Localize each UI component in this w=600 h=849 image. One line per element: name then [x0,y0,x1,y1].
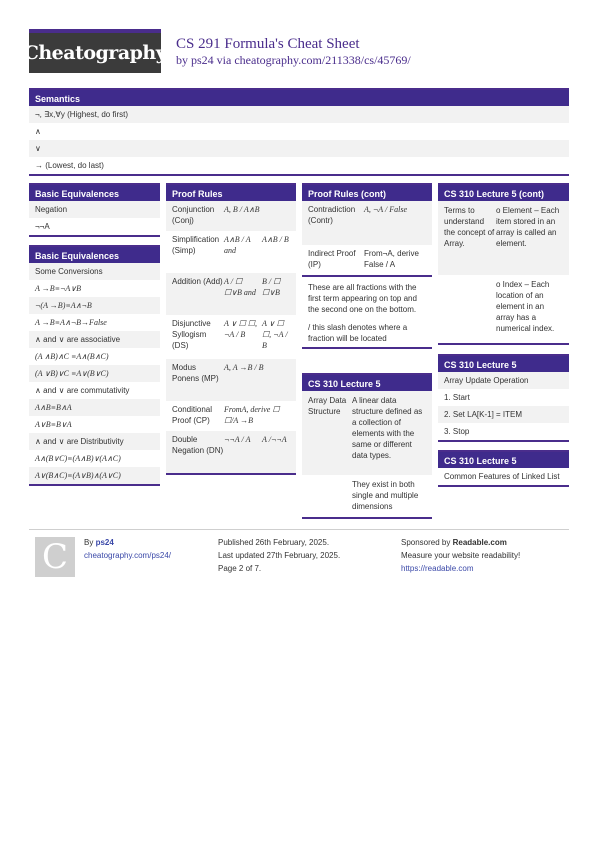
list-item: (A ∨B)∨C ≡A∨(B∨C) [29,365,160,382]
list-item: ¬¬A [29,218,160,237]
cs310-lecture5-linked-list-section [438,450,569,487]
semantics-row: ∧ [35,127,41,136]
note-text: / this slash denotes where a fraction will be located [302,317,432,349]
basic-equivalences-2 [29,245,160,486]
sponsor-tagline: Measure your website readability! [401,551,521,560]
cs310-lecture5-array-section [302,373,432,519]
semantics-row: ∨ [29,140,569,157]
list-item: 3. Stop [438,423,569,442]
page-title: CS 291 Formula's Cheat Sheet [176,36,360,52]
rule-form: A / ☐ ☐∨B and [224,277,256,297]
list-item: 2. Set LA[K-1] = ITEM [438,406,569,423]
table-row [302,391,432,475]
lecture-header: CS 310 Lecture 5 [438,354,569,372]
table-row [438,201,569,275]
rule-name: Contradiction (Contr) [308,205,356,225]
term-name: Terms to understand the concept of Array. [444,206,495,248]
table-row [438,275,569,345]
cs310-lecture5-update-section [438,354,569,442]
list-item: Some Conversions [29,263,160,280]
rule-name: Double Negation (DN) [172,435,224,455]
rule-name: Disjunctive Syllogism (DS) [172,319,211,350]
table-row [166,231,296,273]
term-definition: o Index – Each location of an element in an array has a numerical index. [496,280,555,333]
sheet-url-link[interactable]: cheatography.com/211338/cs/45769/ [234,53,411,67]
list-item: A →B≡A∧¬B→False [35,318,107,327]
sponsor-prefix: Sponsored by [401,538,453,547]
table-row [302,201,432,245]
list-item: ∧ and ∨ are commutativity [35,386,130,395]
proof-rules-cont-section [302,183,432,349]
list-item: Negation [29,201,160,218]
table-row [166,201,296,231]
sponsor-url-link[interactable]: https://readable.com [401,564,474,573]
term-name [308,479,352,514]
cheatography-logo[interactable]: Cheatography [29,33,161,73]
list-item: A∨(B∧C)≡(A∨B)∧(A∨C) [29,467,160,486]
author-link[interactable]: ps24 [95,538,114,547]
table-row [302,475,432,519]
term-name [444,279,496,340]
lecture-header: CS 310 Lecture 5 [438,450,569,468]
rule-form: A ∨ ☐ ☐, ¬A / B [224,319,257,339]
table-row [166,359,296,401]
footer-publish-info [218,536,378,575]
semantics-row: ¬, ∃x,∀y (Highest, do first) [29,106,569,123]
list-item: A∧B≡B∧A [29,399,160,416]
lecture-header: CS 310 Lecture 5 (cont) [438,183,569,201]
note-text: These are all fractions with the first term appearing on top and the second one on the bottom. [308,283,417,314]
list-item: Common Features of Linked List [438,468,569,487]
cs310-lecture5-cont-section [438,183,569,345]
footer-divider [29,529,569,530]
list-item: A∧(B∨C)≡(A∧B)∨(A∧C) [35,454,121,463]
rule-name: Modus Ponens (MP) [172,363,219,383]
byline [176,53,411,68]
published-date: Published 26th February, 2025. [218,538,330,547]
author-avatar[interactable]: C [35,537,75,577]
updated-date: Last updated 27th February, 2025. [218,551,341,560]
semantics-row: → (Lowest, do last) [29,157,569,176]
list-item: ∧ and ∨ are Distributivity [29,433,160,450]
list-item: A →B≡¬A∨B [35,284,82,293]
term-definition: A linear data structure defined as a collection of elements with the same or different data types. [352,396,423,460]
rule-name: Simplification (Simp) [172,235,220,255]
list-item: ¬(A →B)≡A∧¬B [29,297,160,314]
table-row [302,245,432,277]
table-row [166,273,296,315]
list-item: A∨B≡B∨A [35,420,72,429]
basic-equivalences-header: Basic Equivalences [29,245,160,263]
byline-prefix: by ps24 via [176,53,235,67]
footer-author [84,536,204,562]
page-number: Page 2 of 7. [218,564,262,573]
term-definition: o Element – Each item stored in an array is called an element. [496,206,560,248]
proof-rules-section [166,183,296,475]
rule-name: Addition (Add) [172,277,223,286]
basic-equivalences-1 [29,183,160,237]
table-row [166,431,296,475]
proof-rules-header: Proof Rules [166,183,296,201]
rule-name: Conjunction (Conj) [172,205,215,225]
rule-form: B / ☐ ☐∨B [262,277,281,297]
rule-form: FromA, derive ☐ ☐/A →B [224,405,280,425]
proof-rules-cont-header: Proof Rules (cont) [302,183,432,201]
rule-name: Indirect Proof (IP) [308,249,356,269]
rule-name: Conditional Proof (CP) [172,405,213,425]
semantics-header: Semantics [29,88,569,106]
by-label: By [84,538,96,547]
term-name: Array Data Structure [308,396,347,416]
list-item: Array Update Operation [438,372,569,389]
list-item: (A ∧B)∧C ≡A∧(B∧C) [35,352,109,361]
rule-form: A, ¬A / False [364,205,408,214]
rule-form: A∧B / A and [224,235,251,255]
rule-form: ¬¬A / A [224,435,251,444]
footer-sponsor [401,536,569,575]
semantics-section [29,88,569,176]
sponsor-name[interactable]: Readable.com [452,538,507,547]
table-row [166,315,296,359]
author-url-link[interactable]: cheatography.com/ps24/ [84,551,172,560]
rule-form: A ∨ ☐ ☐, ¬A / B [262,319,288,350]
rule-form: A, B / A∧B [224,205,260,214]
list-item: 1. Start [444,393,470,402]
rule-form: A /¬¬A [262,435,287,444]
basic-equivalences-header: Basic Equivalences [29,183,160,201]
table-row [166,401,296,431]
term-definition: They exist in both single and multiple dimensions [352,480,419,511]
lecture-header: CS 310 Lecture 5 [302,373,432,391]
rule-form: A∧B / B [262,235,289,244]
list-item: ∧ and ∨ are associative [29,331,160,348]
rule-form: A, A →B / B [224,363,264,372]
rule-form: From¬A, derive False / A [364,249,419,269]
